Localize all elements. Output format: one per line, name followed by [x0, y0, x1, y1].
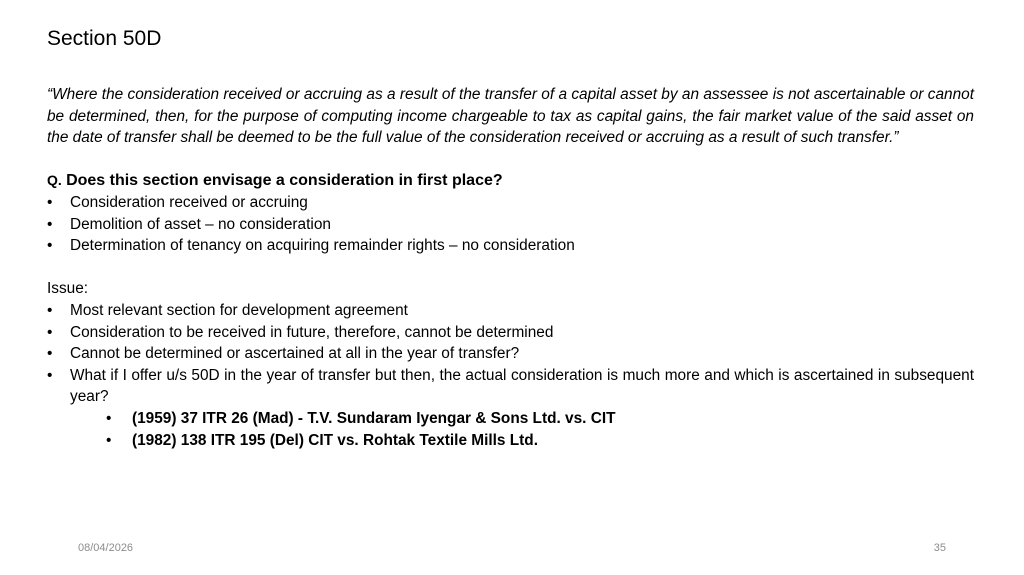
- list-item: [47, 214, 974, 236]
- case-citations-list: [70, 408, 974, 451]
- issue-points-list: [47, 300, 974, 451]
- question-text: Does this section envisage a consideration in first place?: [66, 172, 503, 190]
- list-item: [47, 235, 974, 257]
- list-item-text: Consideration received or accruing: [70, 193, 308, 211]
- list-item: [47, 322, 974, 344]
- list-item-text: Cannot be determined or ascertained at all in the year of transfer?: [70, 345, 520, 363]
- question-prefix: Q.: [47, 172, 62, 189]
- case-citation-text: (1982) 138 ITR 195 (Del) CIT vs. Rohtak Textile Mills Ltd.: [132, 431, 538, 449]
- bullet-icon: •: [106, 431, 112, 449]
- case-citation-text: (1959) 37 ITR 26 (Mad) - T.V. Sundaram Iyengar & Sons Ltd. vs. CIT: [132, 409, 616, 427]
- issue-heading: Issue:: [47, 280, 89, 298]
- footer-date: 08/04/2026: [78, 542, 134, 554]
- list-item: [47, 343, 974, 365]
- list-item-text: Most relevant section for development agreement: [70, 301, 408, 319]
- blank-line: [47, 257, 974, 279]
- slide-title: Section 50D: [47, 27, 162, 50]
- list-item-text: What if I offer u/s 50D in the year of transfer but then, the actual consideration is much more and which is ascertained in subsequent year?: [70, 366, 974, 406]
- bullet-icon: •: [47, 323, 53, 341]
- bullet-icon: •: [47, 366, 53, 384]
- case-citation: [70, 430, 974, 452]
- list-item: [47, 192, 974, 214]
- list-item-text: Consideration to be received in future, therefore, cannot be determined: [70, 323, 554, 341]
- bullet-icon: •: [47, 301, 53, 319]
- section-quote: “Where the consideration received or accruing as a result of the transfer of a capital asset by an assessee is not ascertainable or cannot be determined, then, for the purpose of computing income chargeable to tax as capital gains, the fair market value of the said asset on the date of transfer shall be deemed to be the full value of the consideration received or accruing as a result of such transfer.”: [47, 86, 974, 147]
- page-number: 35: [933, 542, 946, 554]
- question-line: [47, 170, 974, 192]
- bullet-icon: •: [47, 237, 53, 255]
- bullet-icon: •: [106, 409, 112, 427]
- bullet-icon: •: [47, 193, 53, 211]
- slide-body: [47, 84, 974, 451]
- list-item-text: Determination of tenancy on acquiring remainder rights – no consideration: [70, 237, 575, 255]
- bullet-icon: •: [47, 345, 53, 363]
- list-item-text: Demolition of asset – no consideration: [70, 215, 331, 233]
- blank-line: [47, 149, 974, 171]
- case-citation: [70, 408, 974, 430]
- bullet-icon: •: [47, 215, 53, 233]
- question-points-list: [47, 192, 974, 257]
- list-item: [47, 300, 974, 322]
- list-item: [47, 365, 974, 451]
